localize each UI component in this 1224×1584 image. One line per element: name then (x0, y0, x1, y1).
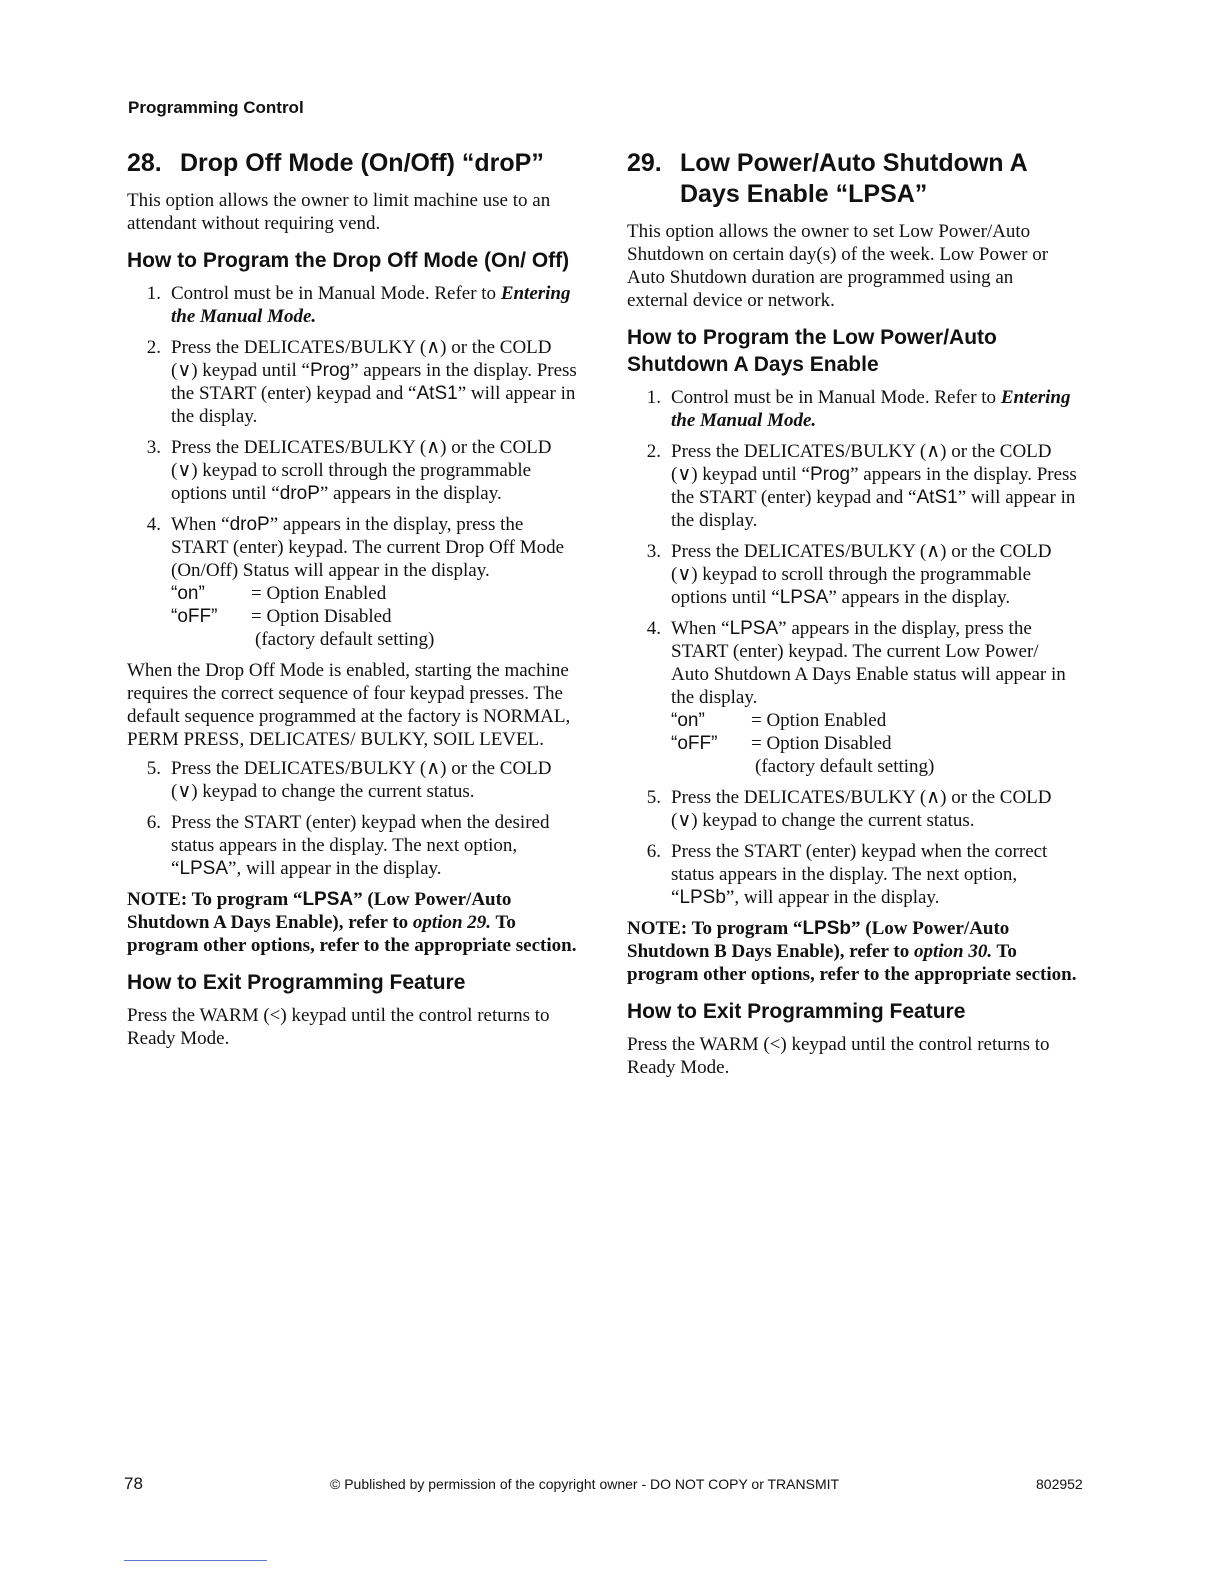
step-text (671, 840, 1077, 909)
step-6 (127, 811, 577, 880)
step-text (671, 386, 1077, 432)
step-text-part: When “ (171, 514, 230, 535)
note-paragraph (127, 888, 577, 957)
step-number: 6. (146, 812, 161, 833)
step-text-part: Control must be in Manual Mode. Refer to (171, 283, 501, 304)
how-to-program-heading: How to Program the Low Power/Auto Shutdown A Days Enable (627, 326, 997, 376)
display-code: AtS1 (416, 383, 458, 404)
exit-programming-text: Press the WARM (<) keypad until the control returns to Ready Mode. (127, 1005, 550, 1049)
copyright-notice: © Published by permission of the copyright owner - DO NOT COPY or TRANSMIT (330, 1476, 840, 1492)
display-code: Prog (309, 360, 351, 381)
display-code: LPSb (679, 887, 726, 908)
step-text-part: ” appears in the display, press the START (enter) keypad. The current Drop Off Mode (On/Off) Status will appear in the display. (171, 514, 565, 581)
step-number: 1. (646, 387, 661, 408)
display-code: LPSb (802, 918, 851, 939)
display-code: LPSA (302, 889, 354, 910)
step-number: 4. (646, 618, 661, 639)
option-off-row (671, 732, 1077, 755)
document-number: 802952 (1036, 1476, 1083, 1492)
note-paragraph (627, 917, 1077, 986)
step-text: Press the DELICATES/BULKY (∧) or the COLD (∨) keypad to change the current status. (171, 758, 552, 802)
intro-paragraph: This option allows the owner to set Low Power/Auto Shutdown on certain day(s) of the week. Low Power or Auto Shutdown duration are programmed using an external device or network. (627, 221, 1049, 311)
step-text (671, 540, 1077, 609)
display-code: LPSA (729, 618, 779, 639)
note-text: NOTE: To program “ (127, 889, 303, 910)
step-text (171, 811, 577, 880)
display-code: LPSA (179, 858, 229, 879)
step-6 (627, 840, 1077, 909)
step-5 (127, 757, 577, 803)
note-text: To program other options, refer to the appropriate section. (627, 941, 1077, 985)
step-4 (127, 513, 577, 651)
option-key: “oFF” (171, 606, 218, 627)
step-text-part: Press the START (enter) keypad when the desired status appears in the display. The next option, “ (171, 812, 550, 879)
option-key: “oFF” (671, 733, 718, 754)
step-text-part: ” appears in the display. Press the START (enter) keypad and “ (171, 360, 577, 404)
display-code: AtS1 (916, 487, 958, 508)
manual-mode-reference: Entering the Manual Mode. (171, 283, 571, 327)
step-text-part: ”, will appear in the display. (725, 887, 940, 908)
option-on-row (671, 709, 1077, 732)
display-code: droP (279, 483, 320, 504)
step-text (671, 440, 1077, 532)
step-1 (127, 282, 577, 328)
step-number: 4. (146, 514, 161, 535)
step-text-part: When “ (671, 618, 730, 639)
step-text-part: Control must be in Manual Mode. Refer to (671, 387, 1001, 408)
page-number: 78 (124, 1474, 143, 1493)
exit-programming-heading: How to Exit Programming Feature (127, 971, 466, 994)
note-text: NOTE: To program “ (627, 918, 803, 939)
step-text (171, 336, 577, 428)
how-to-program-heading: How to Program the Drop Off Mode (On/ Off) (127, 249, 570, 272)
option-value: = Option Disabled (751, 733, 892, 754)
step-text-part: ” will appear in the display. (171, 383, 576, 427)
program-steps (127, 282, 577, 651)
step-1 (627, 386, 1077, 432)
option-reference: option 29. (412, 912, 492, 933)
step-text-part: Press the DELICATES/BULKY (∧) or the COLD (∨) keypad to scroll through the programmable options until “ (171, 437, 552, 504)
program-steps-continued (127, 757, 577, 880)
display-code: droP (229, 514, 270, 535)
option-off-row (171, 605, 577, 628)
section-title-text: Low Power/Auto Shutdown A Days Enable “LPSA” (680, 149, 1027, 208)
factory-default-note: (factory default setting) (255, 629, 435, 650)
note-text: To program other options, refer to the appropriate section. (127, 912, 577, 956)
step-number: 5. (646, 787, 661, 808)
exit-programming-text: Press the WARM (<) keypad until the control returns to Ready Mode. (627, 1034, 1050, 1078)
option-reference: option 30. (913, 941, 993, 962)
step-text: Press the DELICATES/BULKY (∧) or the COLD (∨) keypad to change the current status. (671, 787, 1052, 831)
display-code: Prog (809, 464, 851, 485)
step-text-part: ”, will appear in the display. (228, 858, 442, 879)
step-text-part: ” appears in the display, press the START (enter) keypad. The current Low Power/ Auto Shutdown A Days Enable status will appear in the display. (671, 618, 1066, 708)
section-29-title (627, 148, 1077, 210)
note-text: ” (Low Power/Auto Shutdown A Days Enable), refer to (127, 889, 512, 933)
running-header: Programming Control (128, 98, 304, 117)
step-text (671, 617, 1077, 778)
bottom-rule (124, 1560, 267, 1561)
step-2 (127, 336, 577, 428)
option-key: “on” (171, 583, 205, 604)
step-number: 1. (146, 283, 161, 304)
step-text-part: Press the DELICATES/BULKY (∧) or the COLD (∨) keypad to scroll through the programmable options until “ (671, 541, 1052, 608)
section-28-title (127, 148, 577, 179)
step-text-part: ” appears in the display. Press the START (enter) keypad and “ (671, 464, 1077, 508)
factory-default-note: (factory default setting) (755, 756, 935, 777)
step-text-part: Press the DELICATES/BULKY (∧) or the COLD (∨) keypad until “ (671, 441, 1052, 485)
step-text-part: ” appears in the display. (828, 587, 1011, 608)
step-number: 3. (146, 437, 161, 458)
section-title-text: Drop Off Mode (On/Off) “droP” (180, 149, 544, 177)
step-number: 6. (646, 841, 661, 862)
program-steps (627, 386, 1077, 909)
step-text-part: ” appears in the display. (319, 483, 502, 504)
option-value: = Option Disabled (251, 606, 392, 627)
left-column (127, 148, 577, 1056)
step-text (171, 282, 577, 328)
note-text: ” (Low Power/Auto Shutdown B Days Enable), refer to (627, 918, 1010, 962)
drop-off-enabled-paragraph: When the Drop Off Mode is enabled, starting the machine requires the correct sequence of four keypad presses. The default sequence programmed at the factory is NORMAL, PERM PRESS, DELICATES/ BULKY, SOIL LEVEL. (127, 660, 571, 750)
option-key: “on” (671, 710, 705, 731)
display-code: LPSA (779, 587, 829, 608)
step-3 (127, 436, 577, 505)
step-number: 5. (146, 758, 161, 779)
option-value: = Option Enabled (251, 583, 387, 604)
step-text-part: Press the DELICATES/BULKY (∧) or the COLD (∨) keypad until “ (171, 337, 552, 381)
step-number: 3. (646, 541, 661, 562)
step-text-part: Press the START (enter) keypad when the correct status appears in the display. The next option, “ (671, 841, 1048, 908)
step-4 (627, 617, 1077, 778)
step-text-part: ” will appear in the display. (671, 487, 1076, 531)
step-text (171, 513, 577, 651)
manual-mode-reference: Entering the Manual Mode. (671, 387, 1071, 431)
step-number: 2. (646, 441, 661, 462)
step-5 (627, 786, 1077, 832)
section-number: 28. (127, 149, 162, 177)
step-text (171, 436, 577, 505)
step-3 (627, 540, 1077, 609)
exit-programming-heading: How to Exit Programming Feature (627, 1000, 966, 1023)
section-number: 29. (627, 149, 662, 177)
option-value: = Option Enabled (751, 710, 887, 731)
step-number: 2. (146, 337, 161, 358)
intro-paragraph: This option allows the owner to limit machine use to an attendant without requiring vend. (127, 190, 551, 234)
right-column (627, 148, 1077, 1085)
step-2 (627, 440, 1077, 532)
option-on-row (171, 582, 577, 605)
